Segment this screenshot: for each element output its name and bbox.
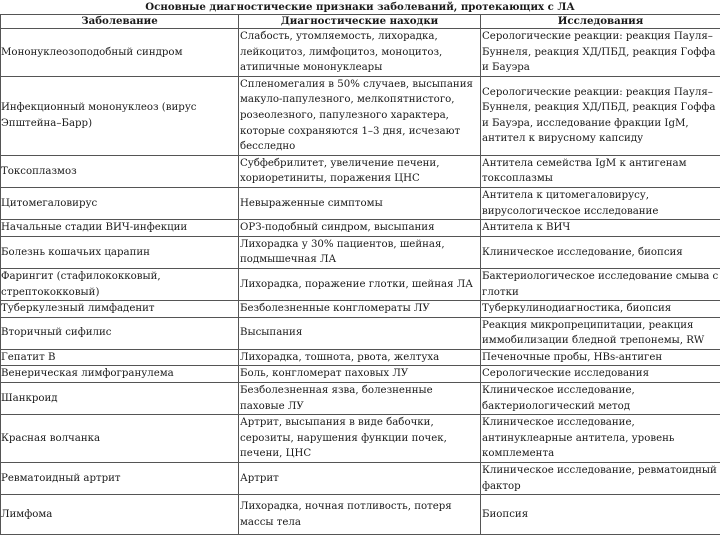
table-row [1, 415, 720, 463]
disease-cell: Болезнь кошачьих царапин [1, 236, 239, 268]
tests-cell: Туберкулинодиагностика, биопсия [481, 301, 720, 318]
disease-cell: Начальные стадии ВИЧ-инфекции [1, 220, 239, 237]
findings-cell: Невыраженные симптомы [239, 187, 481, 219]
tests-cell: Клиническое исследование, бактериологический метод [481, 383, 720, 415]
findings-cell: Лихорадка, тошнота, рвота, желтуха [239, 349, 481, 366]
findings-cell: Артрит, высыпания в виде бабочки, серозиты, нарушения функции почек, печени, ЦНС [239, 415, 481, 463]
header-disease: Заболевание [1, 15, 239, 29]
findings-cell: Лихорадка у 30% пациентов, шейная, подмышечная ЛА [239, 236, 481, 268]
table-title: Основные диагностические признаки заболеваний, протекающих с ЛА [145, 1, 575, 13]
findings-cell: Спленомегалия в 50% случаев, высыпания макуло-папулезного, мелкопятнистого, розеолезного, папулезного характера, которые сохраняются 1–3 дня, исчезают бесследно [239, 76, 481, 155]
disease-cell: Лимфома [1, 495, 239, 535]
findings-cell: Безболезненная язва, болезненные паховые ЛУ [239, 383, 481, 415]
tests-cell: Серологические исследования [481, 366, 720, 383]
table-row [1, 268, 720, 300]
findings-cell: Боль, конгломерат паховых ЛУ [239, 366, 481, 383]
tests-cell: Антитела к цитомегаловирусу, вирусологическое исследование [481, 187, 720, 219]
table-row [1, 463, 720, 495]
header-tests: Исследования [481, 15, 720, 29]
findings-cell: Субфебрилитет, увеличение печени, хориоретиниты, поражения ЦНС [239, 155, 481, 187]
tests-cell: Реакция микропреципитации, реакция иммобилизации бледной трепонемы, RW [481, 317, 720, 349]
tests-cell: Клиническое исследование, ревматоидный фактор [481, 463, 720, 495]
findings-cell: Слабость, утомляемость, лихорадка, лейкоцитоз, лимфоцитоз, моноцитоз, атипичные мононуклеары [239, 29, 481, 77]
disease-cell: Мононуклеозоподобный синдром [1, 29, 239, 77]
findings-cell: ОРЗ-подобный синдром, высыпания [239, 220, 481, 237]
tests-cell: Бактериологическое исследование смыва с глотки [481, 268, 720, 300]
tests-cell: Серологические реакции: реакция Пауля–Буннеля, реакция ХД/ПБД, реакция Гоффа и Бауэра [481, 29, 720, 77]
disease-cell: Фарингит (стафилококковый, стрептококковый) [1, 268, 239, 300]
disease-cell: Гепатит В [1, 349, 239, 366]
table-row [1, 76, 720, 155]
tests-cell: Клиническое исследование, антинуклеарные антитела, уровень комплемента [481, 415, 720, 463]
diagnostics-table [0, 14, 720, 535]
tests-cell: Антитела семейства IgM к антигенам токсоплазмы [481, 155, 720, 187]
tests-cell: Печеночные пробы, HBs-антиген [481, 349, 720, 366]
findings-cell: Лихорадка, ночная потливость, потеря массы тела [239, 495, 481, 535]
findings-cell: Высыпания [239, 317, 481, 349]
table-row [1, 349, 720, 366]
disease-cell: Венерическая лимфогранулема [1, 366, 239, 383]
disease-cell: Токсоплазмоз [1, 155, 239, 187]
disease-cell: Туберкулезный лимфаденит [1, 301, 239, 318]
table-row [1, 155, 720, 187]
findings-cell: Лихорадка, поражение глотки, шейная ЛА [239, 268, 481, 300]
disease-cell: Инфекционный мононуклеоз (вирус Эпштейна–Барр) [1, 76, 239, 155]
table-row [1, 187, 720, 219]
disease-cell: Цитомегаловирус [1, 187, 239, 219]
tests-cell: Биопсия [481, 495, 720, 535]
tests-cell: Клиническое исследование, биопсия [481, 236, 720, 268]
table-row [1, 366, 720, 383]
table-row [1, 495, 720, 535]
tests-cell: Антитела к ВИЧ [481, 220, 720, 237]
table-row [1, 383, 720, 415]
disease-cell: Вторичный сифилис [1, 317, 239, 349]
disease-cell: Ревматоидный артрит [1, 463, 239, 495]
findings-cell: Артрит [239, 463, 481, 495]
header-findings: Диагностические находки [239, 15, 481, 29]
table-row [1, 301, 720, 318]
table-row [1, 29, 720, 77]
tests-cell: Серологические реакции: реакция Пауля–Буннеля, реакция ХД/ПБД, реакция Гоффа и Бауэра, исследование фракции IgM, антител к вирусному капсиду [481, 76, 720, 155]
disease-cell: Красная волчанка [1, 415, 239, 463]
table-row [1, 220, 720, 237]
table-row [1, 317, 720, 349]
header-row [1, 15, 720, 29]
disease-cell: Шанкроид [1, 383, 239, 415]
findings-cell: Безболезненные конгломераты ЛУ [239, 301, 481, 318]
table-row [1, 236, 720, 268]
